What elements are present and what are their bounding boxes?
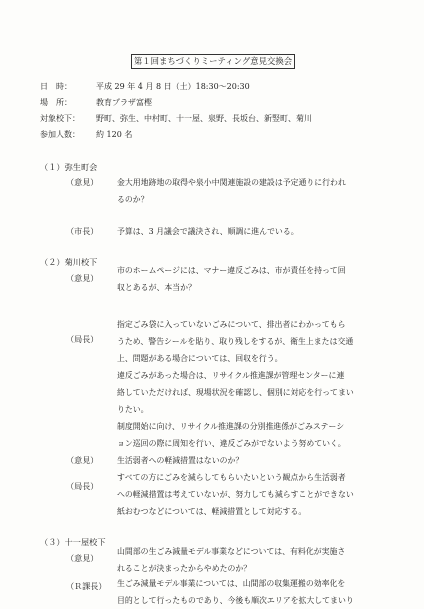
speaker-label: （市長）: [66, 226, 99, 236]
section-heading: （１）弥生町会: [40, 162, 98, 172]
meta-key: 日 時：: [40, 82, 72, 91]
section-heading: （２）菊川校下: [40, 257, 98, 267]
meta-key: 対象校下：: [40, 114, 80, 123]
meta-value: 野町、弥生、中村町、十一屋、泉野、長坂台、新竪町、菊川: [96, 114, 312, 123]
meta-value: 約 120 名: [96, 130, 133, 139]
section-heading: （３）十一屋校下: [40, 537, 106, 547]
entry-text: 生ごみ減量モデル事業については、山間部の収集運搬の効率化を 目的として行ったものであり、今後も順次エリアを拡大してまいり: [117, 579, 354, 605]
document-title: 第１回まちづくりミーティング意見交換会: [131, 54, 295, 69]
meta-key: 場 所：: [40, 98, 72, 107]
entry-text: すべての方にごみを減らしてもらいたいという観点から生活弱者 への軽減措置は考えていないが、努力しても減らすことができない 紙おむつなどについては、軽減措置として対応する。: [117, 473, 354, 516]
speaker-label: （局長）: [66, 481, 99, 491]
speaker-label: （意見）: [66, 177, 99, 187]
entry-text: 予算は、3 月議会で議決され、順調に進んでいる。: [117, 227, 299, 236]
meta-value: 平成 29 年 4 月 8 日（土）18:30～20:30: [96, 82, 250, 91]
entry-text: 山間部の生ごみ減量モデル事業などについては、有料化が実施さ れることが決まったからやめたのか？: [117, 547, 346, 573]
meta-row-target-districts: [40, 112, 312, 126]
meta-value: 教育プラザ富樫: [96, 98, 152, 107]
speaker-label: （意見）: [66, 553, 99, 563]
meta-row-place: [40, 96, 152, 110]
meta-row-datetime: [40, 80, 250, 94]
speaker-label: （Ｒ課長）: [66, 581, 107, 591]
entry-text: 指定ごみ袋に入っていないごみについて、排出者にわかってもら うため、警告シールを貼り、取り残しをするが、衛生上または交通 上、問題がある場合については、回収を行う。 違反ごみがあった場合は、リサイクル推進課が管理センターに連 絡していただければ、現場状況を確認し、個別に対応を行ってまい りたい。 制度開始に向け、リサイクル推進課の分別推進係がごみステーシ ョン巡回の際に周知を行い、違反ごみがでないよう努めていく。: [117, 320, 354, 448]
speaker-label: （意見）: [66, 273, 99, 283]
meta-row-attendance: [40, 128, 132, 142]
entry-text: 生活弱者への軽減措置はないのか？: [117, 456, 244, 465]
entry-text: 市のホームページには、マナー違反ごみは、市が責任を持って回 収とあるが、本当か？: [117, 266, 346, 292]
meta-key: 参加人数：: [40, 130, 80, 139]
entry-text: 金大用地跡地の取得や泉小中関連施設の建設は予定通りに行われ るのか？: [117, 178, 346, 204]
speaker-label: （局長）: [66, 334, 99, 344]
speaker-label: （意見）: [66, 455, 99, 465]
